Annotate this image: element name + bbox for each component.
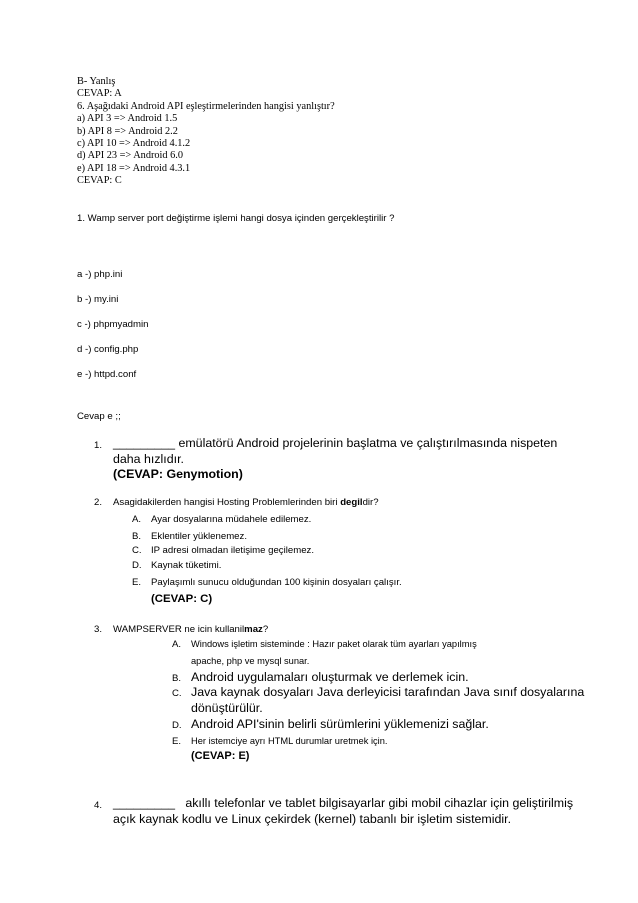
q2-option-c: IP adresi olmadan iletişime geçilemez. <box>151 545 314 556</box>
q1-number: 1. <box>94 440 103 451</box>
q4-text-line1: _________ akıllı telefonlar ve tablet bilgisayarlar gibi mobil cihazlar için geliştirilmiş <box>113 796 574 810</box>
q3-number: 3. <box>94 624 103 635</box>
option-a: a) API 3 => Android 1.5 <box>77 113 178 125</box>
wamp-option-d: d -) config.php <box>77 344 139 355</box>
q3-option-c-letter: C. <box>172 688 182 699</box>
q3-option-b: Android uygulamaları oluşturmak ve derlemek icin. <box>191 670 469 684</box>
q3-option-a-line1: Windows işletim sisteminde : Hazır paket olarak tüm ayarları yapılmış <box>191 639 477 649</box>
q2-text <box>113 497 379 508</box>
q3-option-c-line2: dönüştürülür. <box>191 701 263 715</box>
wamp-question: 1. Wamp server port değiştirme işlemi hangi dosya içinden gerçekleştirilir ? <box>77 213 395 224</box>
q3-answer: (CEVAP: E) <box>191 750 250 762</box>
q2-option-d-letter: D. <box>132 560 142 571</box>
wamp-answer: Cevap e ;; <box>77 411 121 422</box>
q3-option-d: Android API'sinin belirli sürümlerini yüklemenizi sağlar. <box>191 717 489 731</box>
q2-text-bold: degil <box>340 497 363 508</box>
text-line: B- Yanlış <box>77 76 116 87</box>
q2-option-d: Kaynak tüketimi. <box>151 560 222 571</box>
q3-text-post: ? <box>262 624 269 635</box>
text-line: CEVAP: A <box>77 88 122 100</box>
option-c: c) API 10 => Android 4.1.2 <box>77 138 191 150</box>
q2-option-b: Eklentiler yüklenemez. <box>151 531 247 542</box>
q2-option-c-letter: C. <box>132 545 142 556</box>
wamp-option-a: a -) php.ini <box>77 269 123 280</box>
question-6: 6. Aşağıdaki Android API eşleştirmelerinden hangisi yanlıştır? <box>77 100 335 112</box>
q3-option-b-letter: B. <box>172 673 182 684</box>
q1-text-line2: daha hızlıdır. <box>113 452 184 466</box>
q1-answer: (CEVAP: Genymotion) <box>113 467 243 481</box>
q2-option-e-letter: E. <box>132 577 142 588</box>
q4-text-line2: açık kaynak kodlu ve Linux çekirdek (kernel) tabanlı bir işletim sistemidir. <box>113 812 512 826</box>
q3-option-d-letter: D. <box>172 720 182 731</box>
q1-text-line1: _________ emülatörü Android projelerinin başlatma ve çalıştırılmasında nispeten <box>113 436 558 450</box>
q3-option-a-letter: A. <box>172 639 182 650</box>
option-b: b) API 8 => Android 2.2 <box>77 125 178 137</box>
q2-option-e: Paylaşımlı sunucu olduğundan 100 kişinin dosyaları çalışır. <box>151 577 402 588</box>
wamp-option-b: b -) my.ini <box>77 294 119 305</box>
q2-text-pre: Asagidakilerden hangisi Hosting Problemlerinden biri <box>113 497 341 508</box>
option-d: d) API 23 => Android 6.0 <box>77 150 184 162</box>
q3-text-bold: maz <box>244 624 263 635</box>
q2-option-b-letter: B. <box>132 531 142 542</box>
q2-text-post: dir? <box>362 497 379 508</box>
q2-option-a: Ayar dosyalarına müdahele edilemez. <box>151 514 312 525</box>
wamp-option-e: e -) httpd.conf <box>77 369 137 380</box>
q2-number: 2. <box>94 497 103 508</box>
q2-answer: (CEVAP: C) <box>151 593 213 605</box>
q3-option-e: Her istemciye ayrı HTML durumlar uretmek için. <box>191 736 388 746</box>
q3-text <box>113 624 268 635</box>
q3-option-e-letter: E. <box>172 736 182 747</box>
q3-option-a-line2: apache, php ve mysql sunar. <box>191 656 310 666</box>
q3-option-c-line1: Java kaynak dosyaları Java derleyicisi tarafından Java sınıf dosyalarına <box>191 685 585 699</box>
option-e: e) API 18 => Android 4.3.1 <box>77 162 191 174</box>
q3-text-pre: WAMPSERVER ne icin kullanil <box>113 624 245 635</box>
answer-text: CEVAP: C <box>77 175 122 187</box>
q4-number: 4. <box>94 800 103 811</box>
wamp-option-c: c -) phpmyadmin <box>77 319 149 330</box>
q2-option-a-letter: A. <box>132 514 142 525</box>
previous-question-block <box>77 76 335 188</box>
